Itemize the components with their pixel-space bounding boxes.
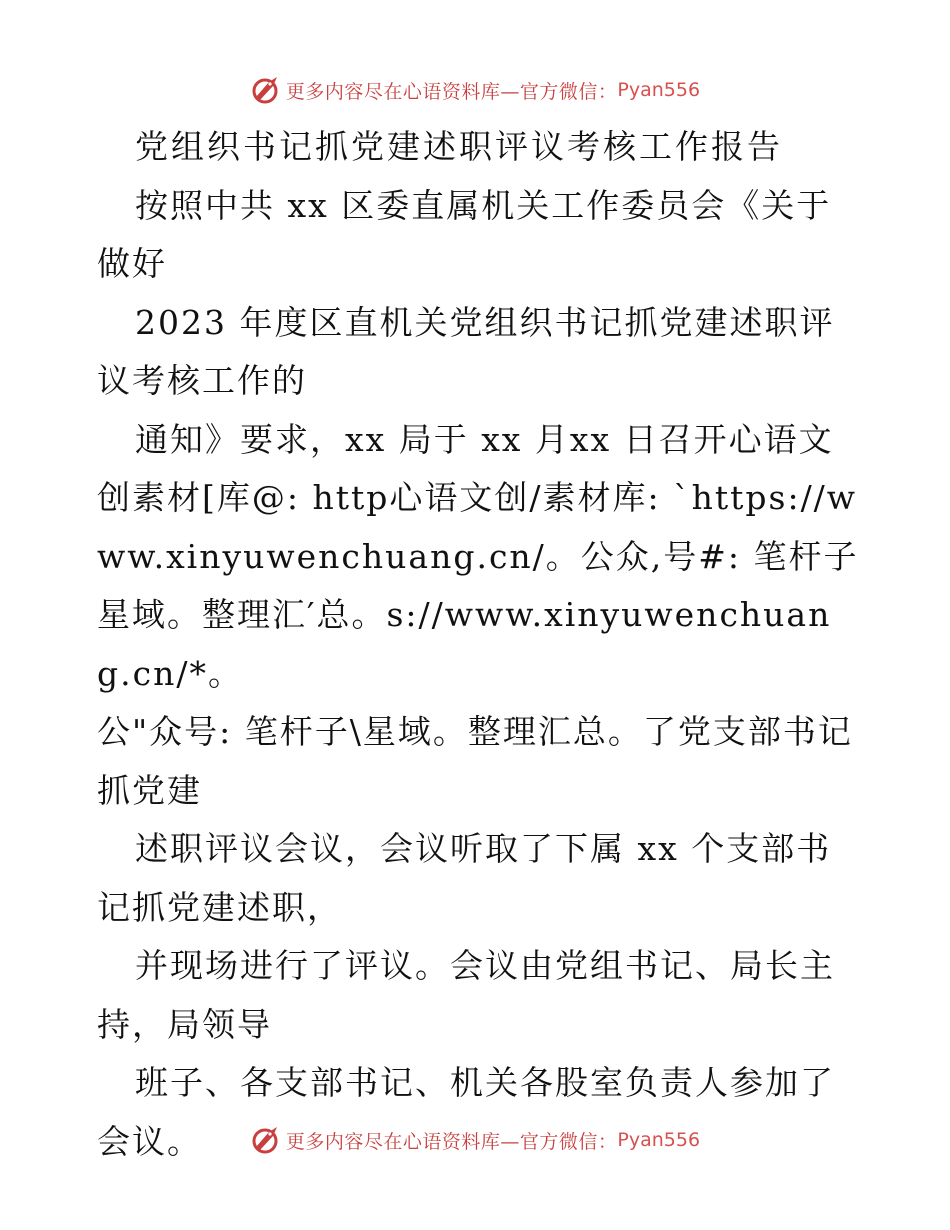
pen-nib-logo-icon <box>250 1123 284 1157</box>
document-title: 党组织书记抓党建述职评议考核工作报告 <box>135 127 783 166</box>
paragraph: 并现场进行了评议。会议由党组书记、局长主持，局领导 <box>97 946 835 1044</box>
paragraph: 2023 年度区直机关党组织书记抓党建述职评议考核工作的 <box>97 302 835 400</box>
paragraph: 班子、各支部书记、机关各股室负责人参加了会议。 <box>97 1063 835 1161</box>
header-watermark <box>0 72 950 108</box>
watermark-text: 更多内容尽在心语资料库—官方微信： <box>285 1130 618 1153</box>
paragraph: 述职评议会议，会议听取了下属 xx 个支部书记抓党建述职， <box>97 829 832 927</box>
document-body <box>97 118 862 1171</box>
pen-nib-logo-icon <box>250 73 284 107</box>
wechat-id: Pyan556 <box>617 1129 701 1151</box>
wechat-id: Pyan556 <box>617 79 701 101</box>
paragraph: 按照中共 xx 区委直属机关工作委员会《关于做好 <box>97 185 832 283</box>
footer-watermark <box>0 1122 950 1158</box>
paragraph: 通知》要求，xx 局于 xx 月xx 日召开心语文创素材[库@: http心语文创/素材库: `https://www.xinyuwenchuang.cn/。公众,号#: 笔杆子星域。整理汇′总。s://www.xinyuwenchuang.cn/*。 <box>97 419 859 693</box>
paragraph: 公"众号: 笔杆子\星域。整理汇总。了党支部书记抓党建 <box>97 712 853 810</box>
watermark-text: 更多内容尽在心语资料库—官方微信： <box>285 80 618 103</box>
